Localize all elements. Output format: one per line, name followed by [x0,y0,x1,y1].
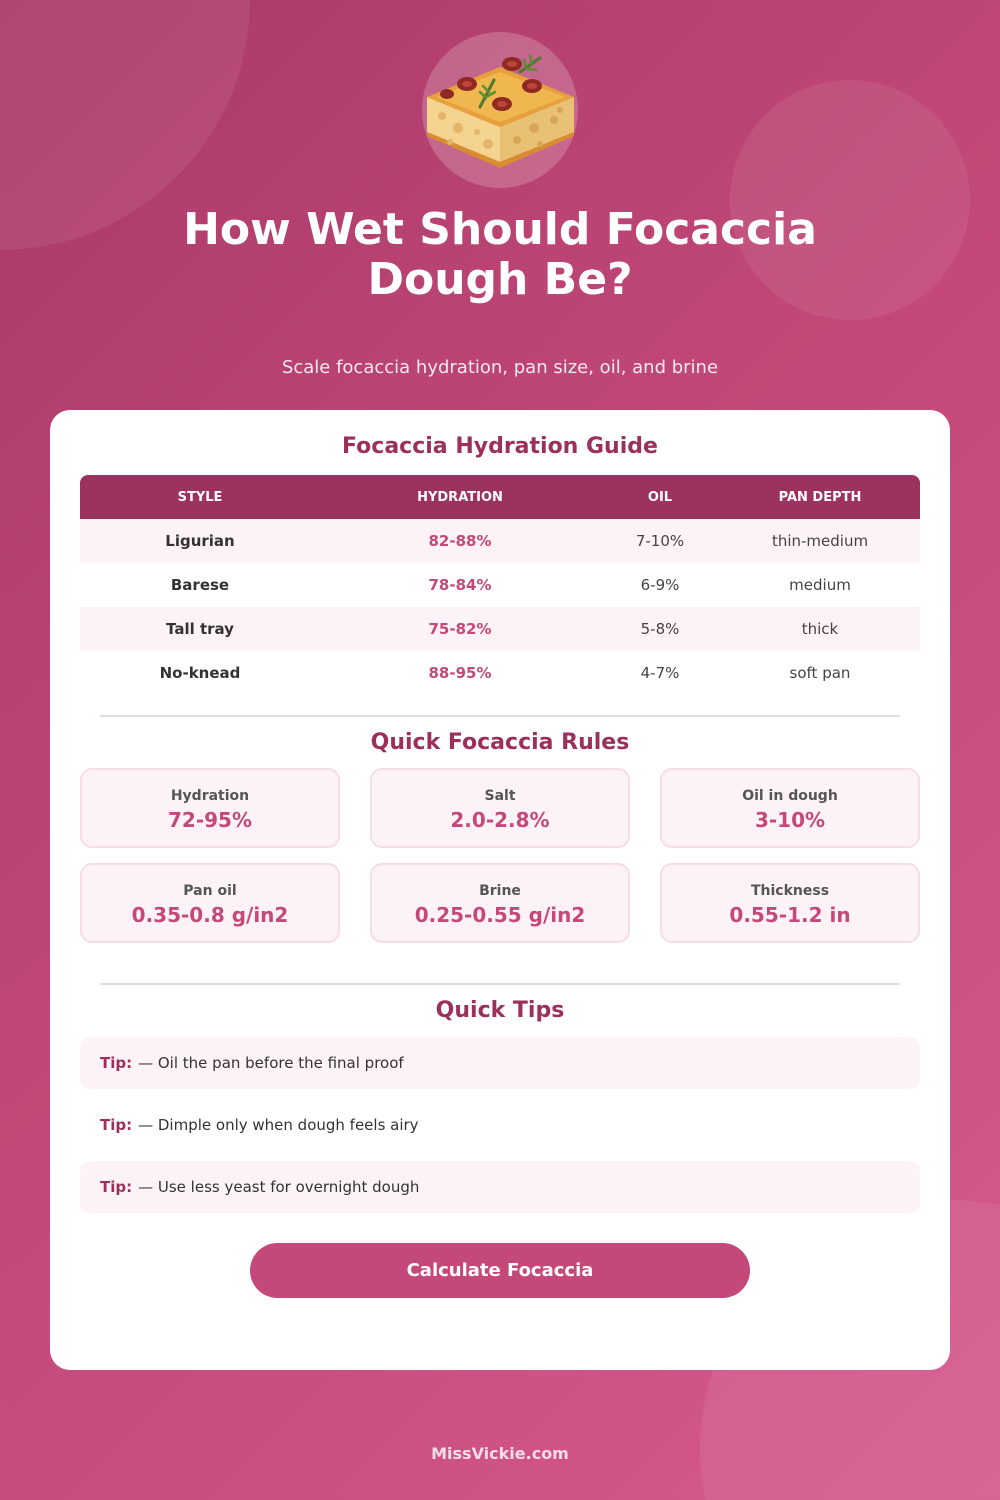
cell-oil: 7-10% [635,532,685,550]
footer-brand[interactable]: MissVickie.com [431,1444,569,1463]
column-header-oil: OIL [647,489,673,505]
cell-pan-depth: thin-medium [771,532,869,550]
column-header-hydration: HYDRATION [417,489,503,505]
content-card [50,410,950,1370]
page-subtitle: Scale focaccia hydration, pan size, oil, and brine [281,357,719,378]
focaccia-icon [422,32,578,188]
table-row [80,563,920,607]
rule-label: Oil in dough [742,788,838,804]
table-row [80,651,920,695]
tip-text: — Use less yeast for overnight dough [138,1178,420,1196]
rule-card-thickness [660,863,920,943]
tip-text: — Dimple only when dough feels airy [138,1116,419,1134]
rule-label: Thickness [750,883,830,899]
table-row [80,607,920,651]
cell-oil: 5-8% [640,620,680,638]
section-divider [100,715,900,717]
rule-value: 72-95% [167,808,252,832]
rule-label: Hydration [170,788,250,804]
tip-label: Tip: [100,1116,133,1134]
rule-value: 2.0-2.8% [450,808,550,832]
tips-list [80,1037,920,1223]
tip-label: Tip: [100,1054,133,1072]
cell-hydration: 82-88% [428,532,492,550]
cell-style: Tall tray [166,620,234,638]
tip-item [80,1161,920,1213]
column-header-style: STYLE [177,489,223,505]
cell-pan-depth: soft pan [789,664,851,682]
tip-text: — Oil the pan before the final proof [138,1054,404,1072]
rule-card-pan-oil [80,863,340,943]
tip-item [80,1037,920,1089]
cell-style: Ligurian [165,532,235,550]
rule-label: Salt [484,788,516,804]
rule-value: 0.35-0.8 g/in2 [131,903,289,927]
cell-pan-depth: thick [801,620,839,638]
rules-title: Quick Focaccia Rules [370,730,630,755]
rule-label: Brine [479,883,521,899]
rule-value: 0.55-1.2 in [729,903,851,927]
rule-card-salt [370,768,630,848]
rule-value: 0.25-0.55 g/in2 [414,903,586,927]
cell-oil: 4-7% [640,664,680,682]
table-row [80,519,920,563]
rule-label: Pan oil [183,883,237,899]
cell-style: No-knead [159,664,241,682]
section-divider [100,983,900,985]
tip-label: Tip: [100,1178,133,1196]
rule-card-hydration [80,768,340,848]
rule-card-brine [370,863,630,943]
hydration-table [80,475,920,695]
cell-oil: 6-9% [640,576,680,594]
calculate-focaccia-button[interactable]: Calculate Focaccia [250,1243,750,1298]
cell-hydration: 88-95% [428,664,492,682]
cell-hydration: 78-84% [428,576,492,594]
rule-card-oil-in-dough [660,768,920,848]
column-header-pan-depth: PAN DEPTH [778,489,862,505]
page-title: How Wet Should Focaccia Dough Be? [183,204,817,305]
rule-value: 3-10% [754,808,826,832]
cell-hydration: 75-82% [428,620,492,638]
cell-pan-depth: medium [789,576,851,594]
table-header [80,475,920,519]
guide-title: Focaccia Hydration Guide [342,434,658,459]
tips-title: Quick Tips [435,998,565,1023]
cell-style: Barese [170,576,230,594]
tip-item [80,1099,920,1151]
